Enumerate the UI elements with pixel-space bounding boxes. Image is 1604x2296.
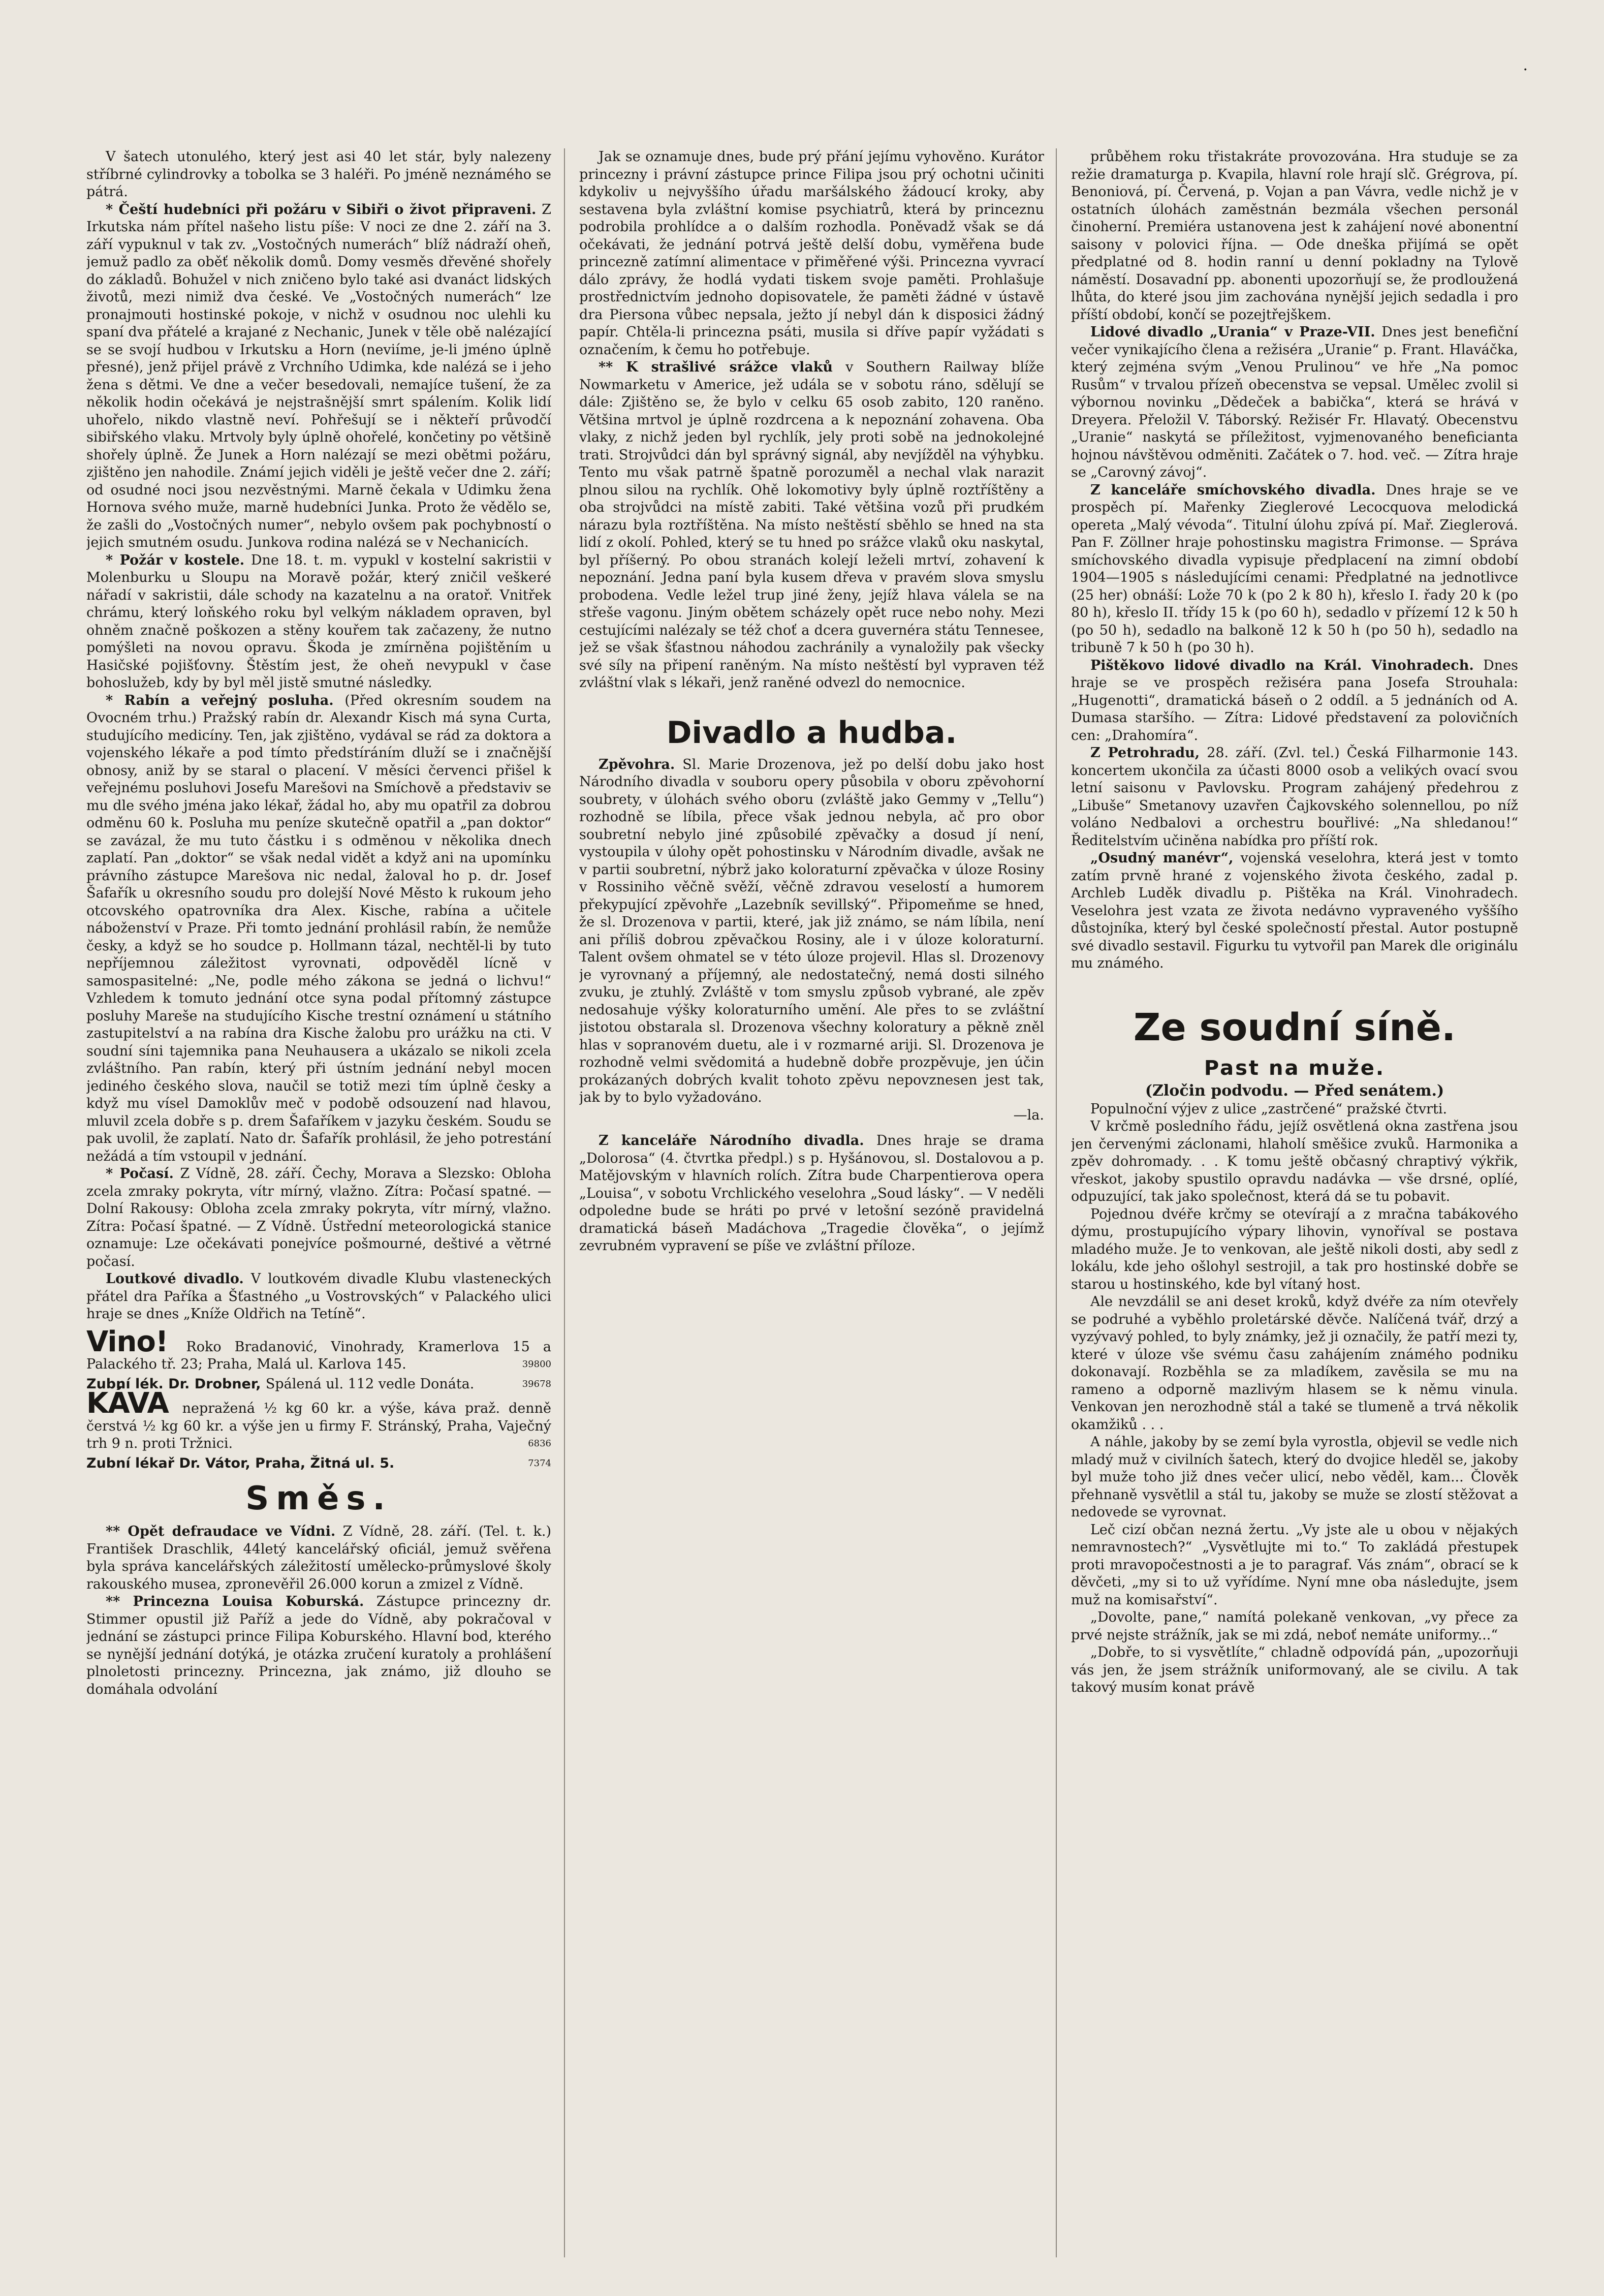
article-text: Dnes hraje se ve prospěch pí. Mařenky Zieglerové Lecocquova melodická opereta „Malý vévoda“. Titulní úlohu zpívá pí. Mař. Zieglerová. Pan F. Zöllner hraje pohostinsku magistra Frimonse. — Správa smíchovského divadla vypisuje předplacení na zimní období 1904—1905 s následujícími cenami: Předplatné na jednotlivce (25 her) obnáší: Lože 70 k (po 2 k 80 h), křeslo I. řady 20 k (po 80 h), křeslo II. třídy 15 k (po 60 h), sedadlo v přízemí 12 k 50 h (po 50 h), sedadlo na balkoně 12 k 50 h (po 50 h), sedadlo na tribuně 7 k 50 h (po 30 h). [1071, 482, 1518, 656]
section-title-smes: Směs. [245, 1480, 392, 1517]
article-paragraph [579, 148, 1044, 359]
article-text: průběhem roku třistakráte provozována. Hra studuje se za režie dramaturga p. Kvapila, hlavní role hrají slč. Grégrova, pí. Benoniová, pí. Červená, p. Vojan a pan Vávra, vedle nichž je v ostatních úlohách zaměstnán bezmála všechen personál činoherní. Premiéra ustanovena jest k zahájení nové abonentní saisony v polovici října. — Ode dneška přijímá se opět předplatné od 8. hodin ranní u denní pokladny na Tylově náměstí. Dosavadní pp. abonenti upozorňují se, že prodloužená lhůta, do které jsou jim zachována nynější jejich sedadla i pro příští období, končí se pozejtřejškem. [1071, 149, 1518, 323]
article-heading: Pištěkovo lidové divadlo na Král. Vinohradech. [1090, 657, 1474, 673]
article-heading: Z kanceláře Národního divadla. [599, 1133, 864, 1149]
advertisements [86, 1325, 551, 1473]
newspaper-page [76, 133, 1519, 2257]
article-heading: * Rabín a veřejný posluha. [106, 692, 334, 708]
article-text: Z Irkutska nám přítel našeho listu píše: V noci ze dne 2. září na 3. září vypuknul v tak zv. „Vostočných numerách“ blíž nádraží oheň, jemuž padlo za oběť několik domů. Domy vesměs dřevěné shořely do základů. Bohužel v nich zničeno bylo také asi dvanáct lidských životů, mezi nimiž dva české. Ve „Vostočných numerách“ lze pronajmouti hostinské pokoje, v nichž v osudnou noc ulehli ku spaní dva přátelé a krajané z Nechanic, Junek v těle obě nalézající se se svojí hudbou v Irkutsku a Horn (neviíme, je-li jméno úplně přesné), jenž přijel právě z Vrchního Udimka, kde nalézá se i jeho žena s dětmi. Ve dne a večer besedovali, nemajíce tušení, že za několik hodin očekává je nejstrašnější smrt spálením. Kolik lidí uhořelo, nikdo vlastně neví. Pohřešují se i někteří průvodčí sibiřského vlaku. Mrtvoly byly úplně ohořelé, končetiny po většině shořely úplně. Že Junek a Horn nalézají se mezi obětmi požáru, zjištěno jen nahodile. Známí jejich viděli je ještě večer dne 2. září; od osudné noci jsou nezvěstnými. Marně čekala v Udimku žena Hornova svého muže, marně hudebníci Junka. Proto že vědělo se, že zašli do „Vostočných numer“, nebylo ovšem pak pochybností o jejich smutném osudu. Junkova rodina nalézá se v Nechanicích. [86, 201, 551, 550]
article-text: Jak se oznamuje dnes, bude prý přání jejímu vyhověno. Kurátor princezny i právní zástupce prince Filipa jsou prý ochotni učiniti kdykoliv u nejvyššího úřadu maršálského žádoucí kroky, aby sestavena byla zvláštní komise psychiatrů, která by princeznu podrobila prohlídce a o dalším rozhodla. Poněvadž však se dá očekávati, že jednání potrvá ještě delší dobu, vyměřena bude princezně zatímní alimentace v přiměřené výši. Princezna vyvrací dálo zprávy, že hodlá vydati tiskem svoje paměti. Prohlašuje prostřednictvím jednoho dopisovatele, že paměti žádné v ústavě dra Piersona vůbec nepsala, ježto jí nebyl dán k disposici žádný papír. Chtěla-li princezna psáti, musila si dříve papír vyžádati s označením, k čemu ho potřebuje. [579, 149, 1044, 358]
article-paragraph [86, 201, 551, 552]
article-text: Z Vídně, 28. září. Čechy, Morava a Slezsko: Obloha zcela zmraky pokryta, vítr mírný, vlažno. Zítra: Počasí spatné. — Dolní Rakousy: Obloha zcela zmraky pokryta, vítr mírný, vlažno. Zítra: Počasí špatné. — Z Vídně. Ústřední meteorologická stanice oznamuje: Lze očekávati ponejvíce pošmourné, deštivé a větrné počasí. [86, 1166, 551, 1269]
article-paragraph [1071, 1609, 1518, 1644]
article-heading: Z kanceláře smíchovského divadla. [1090, 482, 1376, 498]
ad-big-text: Vino! [86, 1325, 186, 1358]
article-paragraph [1071, 482, 1518, 657]
column-rule-2 [1056, 148, 1057, 2257]
ad-strong-text: Zubní lékař Dr. Vátor, Praha, Žitná ul. 5. [86, 1455, 395, 1471]
article-paragraph [1071, 1206, 1518, 1294]
article-paragraph [1071, 657, 1518, 745]
article-text: V loutkovém divadle Klubu vlasteneckých přátel dra Paříka a Šťastného „u Vostrovských“ v Palackého ulici hraje se dnes „Kníže Oldřich na Tetíně“. [86, 1271, 551, 1322]
article-text: Dnes hraje se ve prospěch režiséra pana Josefa Strouhala: „Hugenotti“, dramatická báseň o 2 oddíl. a 5 jednáních od A. Dumasa staršího. — Zítra: Lidové představení za polovičních cen: „Drahomíra“. [1071, 657, 1518, 743]
ad-number: 39678 [522, 1378, 551, 1389]
article-text: (Před okresním soudem na Ovocném trhu.) Pražský rabín dr. Alexandr Kisch má syna Curta, studujícího medicíny. Ten, jak zjištěno, vydával se rád za doktora a vojenského lékaře a pod tímto předstíráním dluží se i značnější obnosy, aniž by se staral o placení. V měsíci červenci přišel k veřejnému posluhovi Josefu Marešovi na Smíchově a představiv se mu dle svého jména jako lékař, žádal ho, aby mu opatřil za dobrou odměnu 60 k. Posluha mu peníze skutečně opatřil a „pan doktor“ se zavázal, že mu tuto částku i s odměnou v několika dnech zaplatí. Pan „doktor“ se však nedal vidět a když ani na upomínku právního zástupce Marešova nic nedal, žaloval ho p. dr. Josef Šafařík u okresního soudu pro dolejší Nové Město k rukoum jeho otcovského opatrovníka dra Alex. Kische, rabína a učitele náboženství v Praze. Při tomto jednání prohlásil rabín, že nemůže česky, a když se ho soudce p. Hollmann tázal, nechtěl-li by tuto nepříjemnou záležitost vyrovnati, odpověděl lícně v samospasitelné: „Ne, podle mého zákona se jedná o lichvu!“ Vzhledem k tomuto jednání otce syna podal přítomný zástupce posluhy Mareše na studujícího Kische trestní oznámení u státního zastupitelství a na rabína dra Kische žalobu pro urážku na cti. V soudní síni tajemnika pana Neuhausera a ukázalo se nikoli zcela zvláštního. Pan rabín, který při ústním jednání nebyl mocen jediného českého slova, naučil se totiž mezi tím úplně česky a když mu vísel Damoklův meč v podobě odsouzení nad hlavou, mluvil zcela dobře s p. drem Šafaříkem v jazyku českém. Soudu se pak uvolil, že zaplatí. Nato dr. Šafařík prohlásil, že jeho potrestání nežádá a tím vstoupil v jednání. [86, 692, 551, 1164]
article-headline: Past na muže. [1204, 1056, 1386, 1080]
article-paragraph [1071, 850, 1518, 973]
article-paragraph [86, 552, 551, 692]
ad-number: 6836 [528, 1438, 551, 1449]
article-text: Pojednou dvéře krčmy se otevírají a z mračna tabákového dýmu, prostupujícího výpary lihovin, vynoříval se postava mladého muže. Je to venkovan, ale ještě nikoli dosti, aby sedl z lokálu, kde jeho ošlohyl sestrojil, a tak pro hostinské dobře se starou u hostinského, kde byl vítaný host. [1071, 1206, 1518, 1292]
article-text: Populnoční výjev z ulice „zastrčené“ pražské čtvrti. [1090, 1101, 1448, 1117]
article-text: v Southern Railway blíže Nowmarketu v Americe, jež udála se v sobotu ráno, sdělují se dále: Zjištěno se, že bylo v celku 65 osob zabito, 120 raněno. Většina mrtvol je úplně rozdrcena a k nepoznání zohavena. Oba vlaky, z nichž jeden byl rychlík, jely proti sobě na jednokolejné trati. Strojvůdci dán byl správný signál, aby nevjížděl na výhybku. Tento mu však patrně špatně porozuměl a nechal vlak narazit plnou silou na rychlík. Ohě lokomotivy byly úplně roztříštěny a oba strojvůdci na místě zabiti. Také většina vozů při prudkém nárazu byla roztříštěna. Na místo neštěstí sběhlo se hned na sta lidí z okolí. Pohled, který se tu hned po srážce vlaků oku naskytal, byl příšerný. Po obou stranách kolejí leželi mrtví, zohavení k nepoznání. Jedna paní byla kusem dřeva v pravém slova smyslu probodena. Vedle ležel trup jiné ženy, jejíž hlava válela se na střeše vagonu. Jiným obětem scházely opět ruce nebo nohy. Mezi cestujícími nalézaly se též choť a dcera guvernéra státu Tennesee, jež se však šťastnou náhodou zachránily a vynaložily pak všecky své síly na připení raněným. Na místo neštěstí byl vypraven též zvláštní vlak s lékaři, jenž raněné odvezl do nemocnice. [579, 359, 1044, 691]
article-paragraph [1071, 744, 1518, 850]
column-2 [579, 148, 1044, 2257]
article-heading: Zpěvohra. [599, 756, 675, 772]
article-heading: „Osudný manévr“, [1090, 850, 1234, 866]
article-text: A náhle, jakoby by se zemí byla vyrostla, objevil se vedle nich mladý muž v civilních šatech, který do dvojice hleděl se, jakoby byl muže toho již dnes večer ulicí, nebo věděl, kam... Člověk přehnaně vysvětlil a stál tu, jakoby se muže se zlostí stěžovat a nedovede se vyrovnat. [1071, 1434, 1518, 1520]
article-text: Z Vídně, 28. září. (Tel. t. k.) František Draschlik, 44letý kancelářský oficiál, jemuž svěřena byla správa kancelářských záležitostí umělecko-průmyslové školy rakouského musea, zpronevěřil 26.000 korun a zmizel z Vídně. [86, 1524, 551, 1592]
ad-strong-text: Zubní lék. Dr. Drobner, [86, 1376, 266, 1392]
signature: —la. [1013, 1107, 1044, 1123]
article-heading: Lidové divadlo „Urania“ v Praze-VII. [1090, 324, 1375, 340]
article-heading: * Požár v kostele. [106, 552, 245, 568]
ad-item [86, 1387, 551, 1453]
article-text: Dnes jest benefiční večer vynikajícího člena a režiséra „Uranie“ p. Frant. Hlaváčka, který zejména svým „Venou Prulinou“ ve hře „Na pomoc Rusům“ v trvalou přízeň obecenstva se vepsal. Umělec zvolil si výbornou novinku „Dědeček a babička“, která se hrává v Dreyera. Přeložil V. Táborský. Režisér Fr. Hlavatý. Obecenstvu „Uranie“ naskytá se příležitost, vyjmenovaného beneficianta hojnou návštěvou odměniti. Začátek o 7. hod. več. — Zítra hraje se „Carovný závoj“. [1071, 324, 1518, 480]
ad-text: nepražená ½ kg 60 kr. a výše, káva praž. denně čerstvá ½ kg 60 kr. a výše jen u firmy F. Stránský, Praha, Vaječný trh 9 n. proti Tržnici. [86, 1401, 551, 1451]
article-text: Ale nevzdálil se ani deset kroků, když dvéře za ním otevřely se podruhé a vyběhlo proletárské děvče. Nalíčená tvář, drzý a vyzývavý pohled, to byly známky, jež ji označily, že patří mezi ty, které v úloze vše svému času zahájením známého podniku dokonavají. Rozběhla se za mladíkem, zavěsila se mu na rameno a odporně mazlivým hlasem se k němu vinula. Venkovan jen nerozhodně stál a také se tlumeně a trvá několik okamžiků . . . [1071, 1294, 1518, 1433]
ad-text: Roko Bradanović, Vinohrady, Kramerlova 15 a Palackého tř. 23; Praha, Malá ul. Karlova 145. [86, 1339, 551, 1372]
ad-big-text: KÁVA [86, 1387, 182, 1420]
article-paragraph [1071, 1118, 1518, 1206]
article-paragraph [86, 1165, 551, 1270]
column-3 [1071, 148, 1518, 2257]
article-text: Dnes hraje se drama „Dolorosa“ (4. čtvrtka předpl.) s p. Hyšánovou, sl. Dostalovou a p. Matějovským v hlavních rolích. Zítra bude Charpentierova opera „Louisa“, v sobotu Vrchlického veselohra „Soud lásky“. — V neděli odpoledne bude se hráti po prvé v letošní sezóně pravidelná dramatická báseň Madáchova „Tragedie člověka“, o jejímž zevrubném vypravení se píše ve zvláštní příloze. [579, 1133, 1044, 1254]
article-paragraph [86, 1523, 551, 1593]
section-title-divadlo: Divadlo a hudba. [666, 715, 957, 751]
article-text: Dne 18. t. m. vypukl v kostelní sakristii v Molenburku u Sloupu na Moravě požár, který zničil veškeré nářadí v sakristii, dále schody na kazatelnu a na oratoř. Vnitřek chrámu, který loňského roku byl velkým nákladem opraven, byl ohněm značně poškozen a stěny kouřem tak začazeny, že nutno pomýšleti na novou opravu. Škoda je zmírněna pojištěním u Hasičské pojišťovny. Štěstím jest, že oheň nevypukl v čase bohoslužeb, kdy by byl měl jistě smutné následky. [86, 552, 551, 691]
article-heading: ** Princezna Louisa Koburská. [106, 1594, 364, 1609]
column-1 [86, 148, 551, 2257]
article-text: V krčmě posledního řádu, jejíž osvětlená okna zastřena jsou jen červenými záclonami, hlaholí směšice zvuků. Harmonika a zpěv dohromady. . . K tomu ještě občasný chraptivý výkřik, vřeskot, jakoby spustilo opravdu nadávka — vše drsné, oplíé, odpuzující, tak jako společnost, která dá se tu pobavit. [1071, 1119, 1518, 1204]
article-text: 28. září. (Zvl. tel.) Česká Filharmonie 143. koncertem ukončila za účasti 8000 osob a velikých ovací svou letní saisonu v Pavlovsku. Program zahájený předehrou z „Libuše“ Smetanovy uzavřen Čajkovského solennellou, po níž voláno Nedbalovi a orchestru bouřlivé: „Na shledanou!“ Ředitelstvím učiněna nabídka pro příští rok. [1071, 745, 1518, 849]
ad-item [86, 1325, 551, 1374]
article-heading: * Počasí. [106, 1166, 174, 1182]
article-paragraph [86, 692, 551, 1166]
article-text: Sl. Marie Drozenova, jež po delší dobu jako host Národního divadla v souboru opery působila v oboru zpěvohorní soubrety, v úlohách svého oboru (zvláště jako Gemmy v „Tellu“) rozhodně se líbila, přece však jednou nebyla, ač pro obor soubretní nebylo jiné způsobilé zpěvačky a dosud jí není, vystoupila v úlohy opět pohostinsku v Národním divadle, avšak ne v partii soubretní, nýbrž jako koloraturní zpěvačka v úloze Rosiny v Rossiniho věčně svěží, věčně zdravou veselostí a humorem překypující zpěvohře „Lazebník sevillský“. Připomeňme se hned, že sl. Drozenova v partii, které, jak již známo, se nám líbila, není ani příliš dobrou zpěvačkou Rosiny, ale i v úloze koloraturní. Talent ovšem ohmatel se v této úloze projevil. Hlas sl. Drozenovy je vyrovnaný a příjemný, ale nedostatečný, nemá dosti silného zvuku, je ztuhlý. Zvláště v tom smyslu způsob vybrané, ale zpěv nedosahuje výšky koloraturního umění. Ale přes to se zvláštní jistotou obstarala sl. Drozenova všechny koloratury a pěkně zněl hlas v sopranovém duetu, ale i v rozmarné ariji. Sl. Drozenova je rozhodně velmi svědomitá a hudebně dobře prozpěvuje, jen účin prokázaných dobrých kvalit tohoto zpěvu nepovznesen jest tak, jak by to bylo vyžadováno. [579, 756, 1044, 1105]
article-text: vojenská veselohra, která jest v tomto zatím prvně hrané z vojenského života českého, zadal p. Archleb Luděk divadlu p. Pištěka na Král. Vinohradech. Veselohra jest vzata ze života nedávno vypraveného vyššího důstojníka, který byl české společností přestal. Autor postupně své divadlo sestavil. Figurku tu vytvořil pan Marek dle originálu mu známého. [1071, 850, 1518, 971]
column-rule-1 [564, 148, 565, 2257]
article-paragraph [1071, 1522, 1518, 1609]
article-paragraph [1071, 1434, 1518, 1522]
article-paragraph [1071, 1293, 1518, 1434]
article-paragraph [86, 1593, 551, 1698]
article-heading: ** Opět defraudace ve Vídni. [106, 1524, 336, 1539]
article-heading: Loutkové divadlo. [106, 1271, 244, 1287]
article-text: „Dobře, to si vysvětlíte,“ chladně odpovídá pán, „upozorňuji vás jen, že jsem strážník uniformovaný, ale se civilu. A tak takový musím konat právě [1071, 1645, 1518, 1695]
article-paragraph [1071, 1101, 1518, 1119]
article-paragraph [1071, 148, 1518, 324]
section-title-soudni: Ze soudní síně. [1133, 1005, 1456, 1049]
ad-item [86, 1455, 551, 1473]
ad-number: 7374 [528, 1457, 551, 1469]
article-paragraph [579, 1132, 1044, 1255]
article-paragraph [579, 359, 1044, 692]
article-paragraph [579, 756, 1044, 1107]
article-paragraph [1071, 324, 1518, 482]
page-corner-mark: · [1523, 61, 1528, 79]
article-paragraph [86, 148, 551, 201]
ad-number: 39800 [522, 1359, 551, 1370]
article-text: V šatech utonulého, který jest asi 40 let stár, byly nalezeny stříbrné cylindrovky a tobolka se 3 haléři. Po jméně neznámého se pátrá. [86, 149, 551, 200]
article-text: Zástupce princezny dr. Stimmer opustil již Paříž a jede do Vídně, aby pokračoval v jednání se zástupci prince Filipa Koburského. Hlavní bod, kterého se nynější jednání dotýká, je otázka zručení kuratoly a prohlášení plnoletosti princezny. Princezna, jak známo, již dlouho se domáhala odvolání [86, 1594, 551, 1697]
article-heading: ** K strašlivé srážce vlaků [599, 359, 833, 375]
article-text: „Dovolte, pane,“ namítá polekaně venkovan, „vy přece za prvé nejste strážník, jak se mi zdá, neboť nemáte uniformy...“ [1071, 1609, 1518, 1643]
article-heading: * Čeští hudebníci při požáru v Sibiři o život připraveni. [106, 201, 537, 218]
ad-text: Spálená ul. 112 vedle Donáta. [265, 1376, 475, 1392]
article-paragraph [1071, 1644, 1518, 1697]
article-subheadline: (Zločin podvodu. — Před senátem.) [1145, 1081, 1444, 1100]
article-paragraph [86, 1270, 551, 1323]
article-heading: Z Petrohradu, [1090, 745, 1200, 761]
article-text: Leč cizí občan nezná žertu. „Vy jste ale u obou v nějakých nemravnostech?“ „Vysvětlujte mi to.“ To zakládá přestupek proti mravopočestnosti a je to paragraf. Vás znám“, obrací se k děvčeti, „my si to už vyřídíme. Nyní mne oba následujte, jsem muž na komisařství“. [1071, 1522, 1518, 1608]
